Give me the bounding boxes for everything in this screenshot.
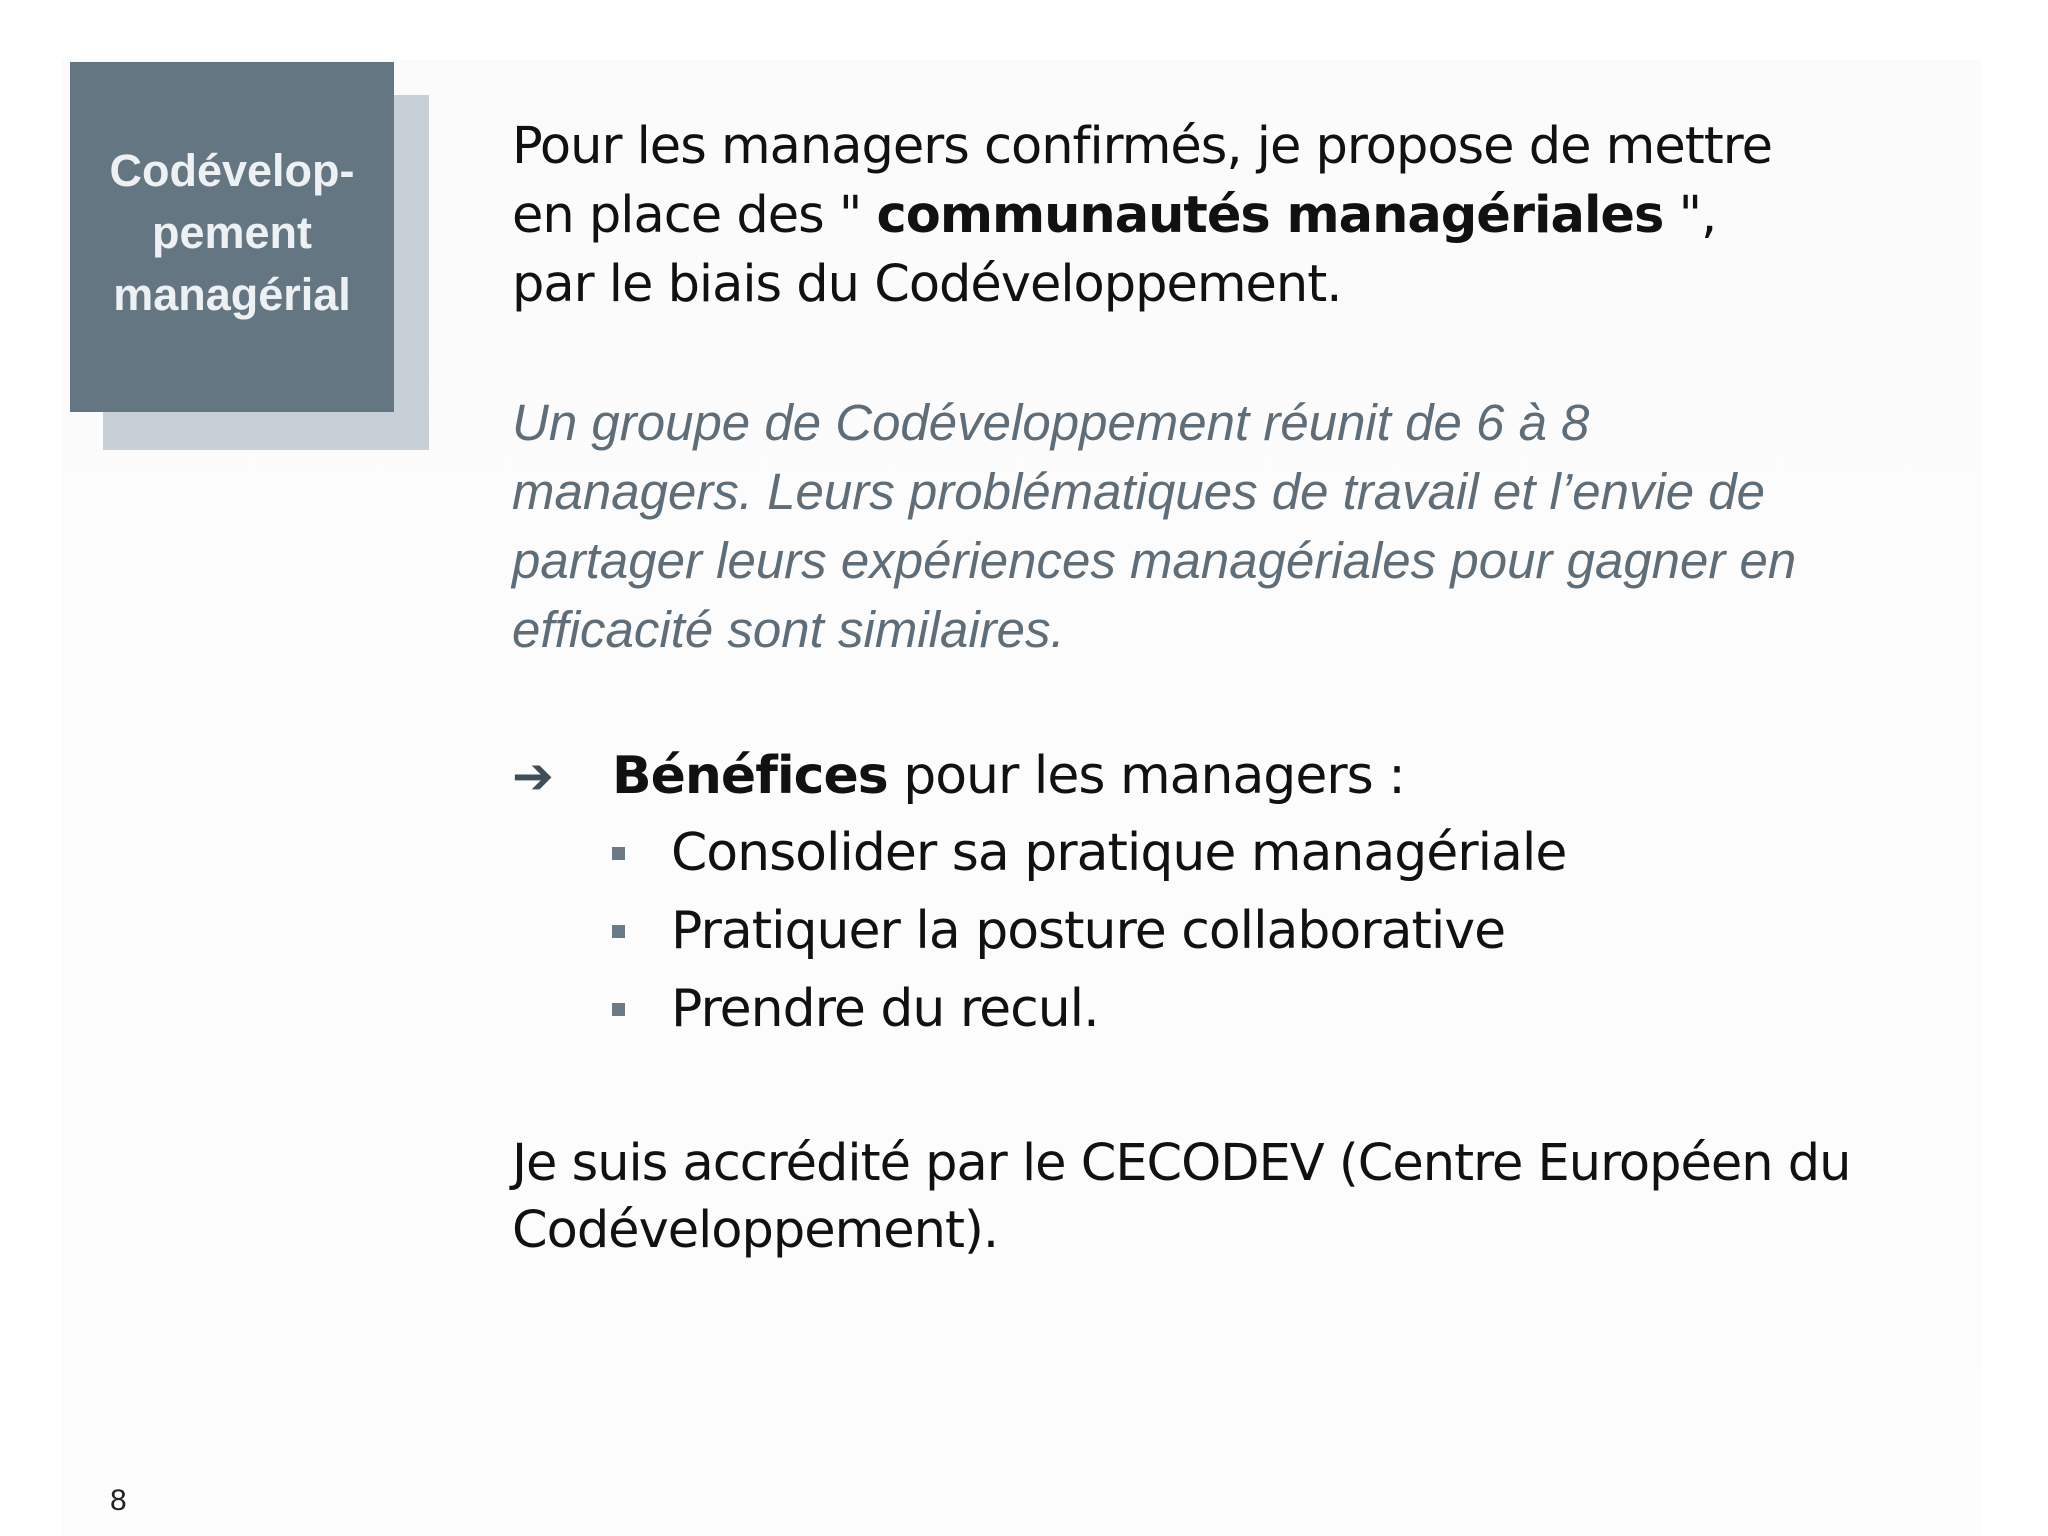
benefits-heading-rest: pour les managers : xyxy=(887,746,1405,806)
intro-line xyxy=(512,181,1982,250)
badge-line: managérial xyxy=(113,269,351,320)
description-paragraph xyxy=(512,388,1982,664)
benefits-heading-text xyxy=(612,738,1405,814)
badge-title xyxy=(70,140,394,326)
square-bullet-icon xyxy=(612,847,625,860)
list-item xyxy=(612,970,1982,1048)
badge-line: pement xyxy=(151,207,313,258)
list-item-text: Consolider sa pratique managériale xyxy=(671,823,1567,883)
intro-paragraph xyxy=(512,112,1982,319)
slide-content xyxy=(512,112,1982,1264)
benefits-list xyxy=(512,814,1982,1048)
intro-line2-prefix: en place des " xyxy=(512,186,877,245)
square-bullet-icon xyxy=(612,1003,625,1016)
accreditation-line: Codéveloppement). xyxy=(512,1201,999,1260)
list-item xyxy=(612,814,1982,892)
description-line: partager leurs expériences managériales pour gagner en xyxy=(512,532,1797,589)
intro-line: par le biais du Codéveloppement. xyxy=(512,255,1342,314)
intro-line: Pour les managers confirmés, je propose de mettre xyxy=(512,117,1772,176)
badge-line: Codévelop- xyxy=(109,145,355,196)
benefits-heading-bold: Bénéfices xyxy=(612,746,888,806)
intro-line2-suffix: ", xyxy=(1663,186,1717,245)
list-item-text: Prendre du recul. xyxy=(671,979,1099,1039)
page-number: 8 xyxy=(110,1484,127,1517)
list-item-text: Pratiquer la posture collaborative xyxy=(671,901,1506,961)
benefits-section xyxy=(512,738,1982,1048)
section-badge xyxy=(70,62,394,412)
accreditation-paragraph xyxy=(512,1130,1982,1264)
accreditation-line: Je suis accrédité par le CECODEV (Centre Européen du xyxy=(512,1134,1851,1193)
intro-highlight: communautés managériales xyxy=(876,186,1664,245)
description-line: Un groupe de Codéveloppement réunit de 6 à 8 xyxy=(512,394,1590,451)
list-item xyxy=(612,892,1982,970)
right-arrow-icon: ➔ xyxy=(512,747,553,805)
square-bullet-icon xyxy=(612,925,625,938)
benefits-heading xyxy=(512,738,1982,814)
description-line: efficacité sont similaires. xyxy=(512,601,1065,658)
description-line: managers. Leurs problématiques de travail et l’envie de xyxy=(512,463,1766,520)
